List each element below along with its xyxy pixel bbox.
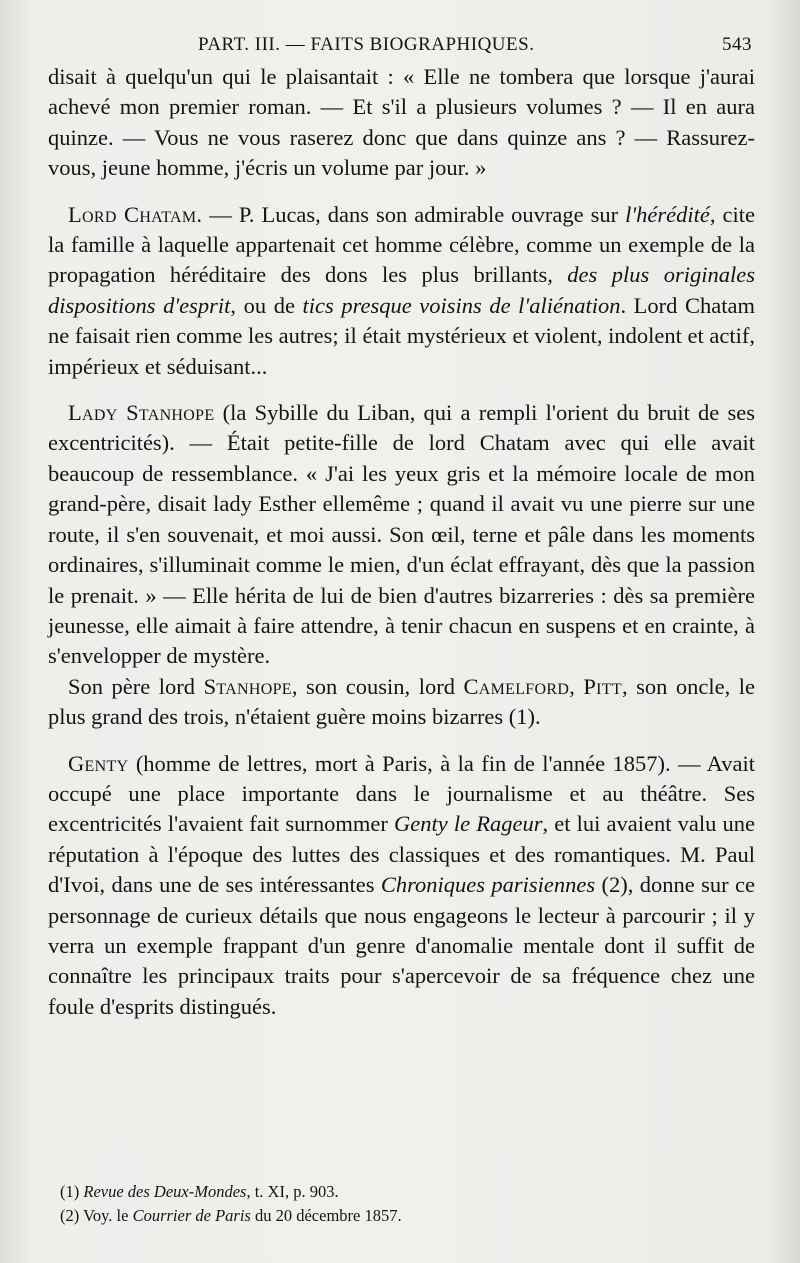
page-header — [48, 30, 752, 58]
entry-lady-stanhope: Lady Stanhope (la Sybille du Liban, qui a rempli l'orient du bruit de ses excentricités). — Était petite-fille de lord Chatam avec qui elle avait beaucoup de ressemblance. « J'ai les yeux gris et la mémoire locale de mon grand-père, disait lady Esther ellemême ; quand il avait vu une pierre sur une route, il s'en souvenait, et moi aussi. Son œil, terne et pâle dans les moments ordinaires, s'illuminait comme le mien, d'un éclat effrayant, dès que la passion le prenait. » — Elle hérita de lui de bien d'autres bizarreries : dès sa première jeunesse, elle aimait à faire attendre, à tenir chacun en suspens et en crainte, à s'envelopper de mystère. — [48, 400, 755, 669]
footnote-2: (2) Voy. le Courrier de Paris du 20 décembre 1857. — [60, 1206, 402, 1225]
entry-name: Genty — [68, 750, 129, 776]
running-title: PART. III. — FAITS BIOGRAPHIQUES. — [198, 34, 535, 55]
footnote-1: (1) Revue des Deux-Mondes, t. XI, p. 903. — [60, 1182, 339, 1201]
entry-name: Lady Stanhope — [68, 400, 215, 426]
footnotes — [60, 1180, 750, 1228]
entry-lord-chatam: Lord Chatam. — P. Lucas, dans son admirable ouvrage sur l'hérédité, cite la famille à laquelle appartenait cet homme célèbre, comme un exemple de la propagation héréditaire des dons les plus brillants, des plus originales dispositions d'esprit, ou de tics presque voisins de l'aliénation. Lord Chatam ne faisait rien comme les autres; il était mystérieux et violent, indolent et actif, impérieux et séduisant... — [48, 201, 755, 379]
body-text — [48, 62, 755, 1022]
entry-genty: Genty (homme de lettres, mort à Paris, à la fin de l'année 1857). — Avait occupé une place importante dans le journalisme et au théâtre. Ses excentricités l'avaient fait surnommer Genty le Rageur, et lui avaient valu une réputation à l'époque des luttes des classiques et des romantiques. M. Paul d'Ivoi, dans une de ses intéressantes Chroniques parisiennes (2), donne sur ce personnage de curieux détails que nous engageons le lecteur à parcourir ; il y verra un exemple frappant d'un genre d'anomalie mentale dont il suffit de connaître les principaux traits pour s'apercevoir de sa fréquence chez une foule d'esprits distingués. — [48, 750, 755, 1019]
paragraph-continuation: disait à quelqu'un qui le plaisantait : « Elle ne tombera que lorsque j'aurai achevé mon premier roman. — Et s'il a plusieurs volumes ? — Il en aura quinze. — Vous ne vous raserez donc que dans quinze ans ? — Rassurez-vous, jeune homme, j'écris un volume par jour. » — [48, 64, 755, 181]
page-number: 543 — [722, 34, 752, 55]
paragraph-stanhope-family: Son père lord Stanhope, son cousin, lord Camelford, Pitt, son oncle, le plus grand des trois, n'étaient guère moins bizarres (1). — [48, 673, 755, 730]
entry-name: Lord Chatam. — [68, 201, 203, 227]
